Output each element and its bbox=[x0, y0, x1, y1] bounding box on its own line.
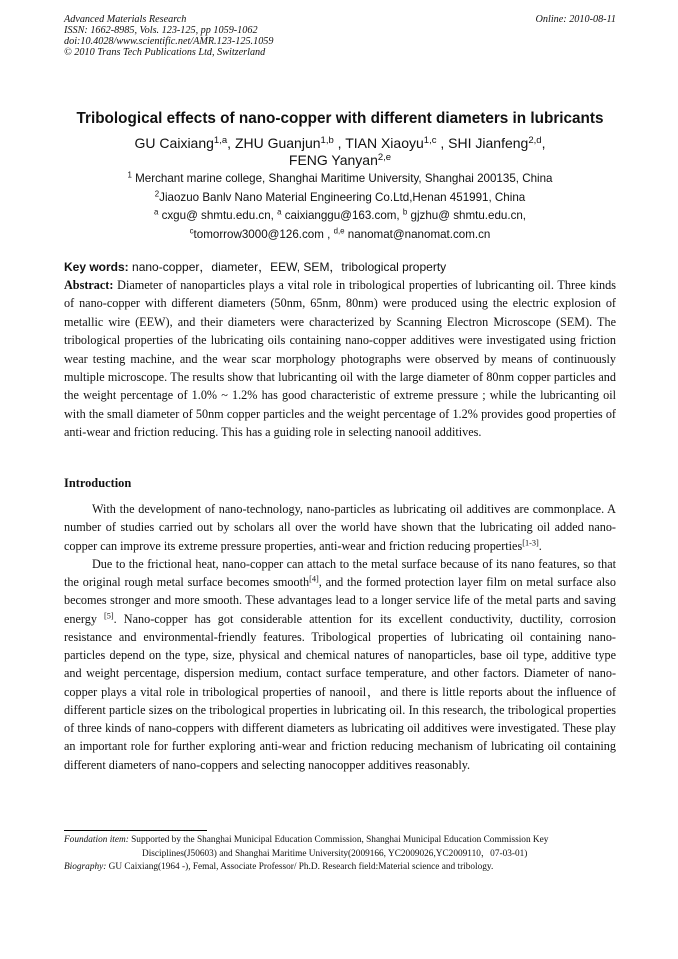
email-line-2 bbox=[64, 226, 616, 245]
affiliations bbox=[64, 170, 616, 244]
author-name: TIAN Xiaoyu bbox=[345, 135, 424, 151]
author-line-2 bbox=[64, 152, 616, 169]
affil-mark: 1 bbox=[127, 170, 132, 180]
intro-paragraph-2 bbox=[64, 555, 616, 774]
footnote-divider bbox=[64, 830, 207, 831]
paragraph-text: Due to the frictional heat, nano-copper can attach to the metal surface because of its nano features, so that the original rough metal surface becomes smooth bbox=[64, 556, 616, 589]
foundation-footnote bbox=[64, 834, 616, 848]
biography-text: GU Caixiang(1964 -), Femal, Associate Professor/ Ph.D. Research field:Material science and tribology. bbox=[106, 862, 494, 872]
paper-title: Tribological effects of nano-copper with different diameters in lubricants bbox=[76, 110, 604, 127]
keywords-label: Key words: bbox=[64, 260, 129, 274]
email-mark: c bbox=[189, 226, 194, 236]
paragraph-text-bold: s bbox=[167, 702, 173, 717]
foundation-text: Supported by the Shanghai Municipal Education Commission, Shanghai Municipal Education Commission Key bbox=[128, 835, 549, 845]
affiliation-2 bbox=[64, 189, 616, 208]
email-address: nanomat@nanomat.com.cn bbox=[347, 227, 491, 241]
section-heading-introduction: Introduction bbox=[64, 476, 132, 490]
email-mark: a bbox=[153, 207, 159, 217]
journal-header bbox=[64, 14, 616, 58]
author-affil-mark: 1,b bbox=[320, 134, 334, 146]
issn-line: ISSN: 1662-8985, Vols. 123-125, pp 1059-1062 bbox=[64, 25, 258, 36]
affil-text: Jiaozuo Banlv Nano Material Engineering Co.Ltd,Henan 451991, China bbox=[159, 190, 526, 204]
intro-paragraph-1 bbox=[64, 500, 616, 555]
author-line-1: GU Caixiang$^{1,a}$, ZHU Guanjun$^{1,b}$ , TIAN Xiaoyu$^{1,c}$ , SHI Jianfeng$^{2,d}$, bbox=[134, 134, 546, 151]
journal-name: Advanced Materials Research bbox=[64, 14, 187, 25]
email-address: caixianggu@163.com, bbox=[284, 209, 400, 222]
author-affil-mark: 1,c bbox=[423, 134, 437, 146]
citation-ref[interactable]: [5] bbox=[104, 610, 114, 620]
affil-text: Merchant marine college, Shanghai Maritime University, Shanghai 200135, China bbox=[135, 172, 553, 185]
author-affil-mark: 1,a bbox=[213, 134, 228, 146]
doi-line: doi:10.4028/www.scientific.net/AMR.123-125.1059 bbox=[64, 36, 274, 47]
foundation-continuation: Disciplines(J50603) and Shanghai Maritime University(2009166, YC2009026,YC2009110，07-03-01) bbox=[142, 848, 528, 859]
citation-ref[interactable]: [1-3] bbox=[522, 537, 539, 547]
paragraph-text: With the development of nano-technology, nano-particles as lubricating oil additives are commonplace. A number of studies carried out by scholars all over the world have shown that the lubricating oil added nano-copper can improve its extreme pressure properties, anti-wear and friction reducing properties bbox=[64, 502, 616, 553]
affiliation-1 bbox=[64, 170, 616, 189]
citation-ref[interactable]: [4] bbox=[309, 574, 319, 584]
author-affil-mark: 2,e bbox=[377, 151, 392, 163]
abstract-text: Diameter of nanoparticles plays a vital role in tribological properties of lubricanting oil. Three kinds of nano-copper with different diameters (50nm, 65nm, 80nm) were produced using the electric explosion of metallic wire (EEW), and their diameters were characterized by Scanning Electron Microscope (SEM). The tribological properties of the lubricating oils containing nano-copper additives were investigated using friction wear testing machine, and the wear scar morphology photographs were observed by means of continuously multiple microscope. The results show that lubricanting oil with the large diameter of 80nm copper particles and the weight percentage of 1.0% ~ 1.2% has good characteristic of extreme pressure ; while the lubricanting oil with the small diameter of 50nm copper particles and the weight percentage of 1.2% provides good properties of anti-wear and friction reducing. This has a guiding role in selecting nanooil additives. bbox=[64, 278, 616, 440]
introduction-body bbox=[64, 500, 616, 774]
author-name: ZHU Guanjun bbox=[234, 135, 321, 151]
online-date: Online: 2010-08-11 bbox=[535, 14, 616, 25]
author-name: SHI Jianfeng bbox=[448, 135, 529, 151]
email-address: tomorrow3000@126.com , bbox=[193, 227, 331, 241]
email-mark: a bbox=[277, 207, 282, 217]
author-list bbox=[64, 135, 616, 169]
email-mark: d,e bbox=[333, 226, 345, 236]
footnotes bbox=[64, 834, 616, 875]
author-name: FENG Yanyan bbox=[288, 152, 378, 168]
keywords bbox=[64, 260, 616, 275]
email-address: gjzhu@ shmtu.edu.cn, bbox=[410, 209, 527, 222]
paragraph-text: . bbox=[538, 538, 542, 553]
email-mark: b bbox=[402, 207, 408, 217]
email-address: cxgu@ shmtu.edu.cn, bbox=[161, 209, 274, 222]
foundation-label: Foundation item: bbox=[64, 835, 129, 845]
abstract bbox=[64, 276, 616, 442]
biography-footnote bbox=[64, 861, 616, 875]
author-name: GU Caixiang bbox=[134, 135, 214, 151]
affil-mark: 2 bbox=[154, 189, 160, 199]
paragraph-text: . Nano-copper has got considerable attention for its excellent conductivity, ductility, corrosion resistance and environmental-friendly features. Tribological properties of lubricating oil containing nano-particles depend on the type, size, physical and chemical natures of nanoparticles, base oil type, additive type and weight percentage, dispersion medium, contact surface temperature, and other factors. Diameter of nano-copper plays a vital role in tribological properties of nanooil，and there is little reports about the influence of different particle size bbox=[64, 611, 616, 717]
abstract-label: Abstract: bbox=[64, 278, 114, 292]
keywords-text: nano-copper，diameter，EEW, SEM，tribological property bbox=[128, 260, 447, 274]
paragraph-text: on the tribological properties in lubricating oil. In this research, the tribological properties of three kinds of nano-coppers with different diameters as lubricating oil additives were investigated. These play an important role for further exploring anti-wear and friction reducing mechanism of lubricating oil containing different diameters of nano-coppers and selecting nanocopper additives reasonably. bbox=[64, 702, 616, 772]
paragraph-text: , and the formed protection layer film on metal surface also becomes stronger and more smooth. These advantages lead to a longer service life of the metal parts and saving energy bbox=[64, 575, 616, 626]
biography-label: Biography: bbox=[64, 862, 107, 872]
author-affil-mark: 2,d bbox=[528, 134, 542, 146]
email-line-1 bbox=[64, 207, 616, 226]
copyright-line: © 2010 Trans Tech Publications Ltd, Switzerland bbox=[64, 47, 266, 58]
